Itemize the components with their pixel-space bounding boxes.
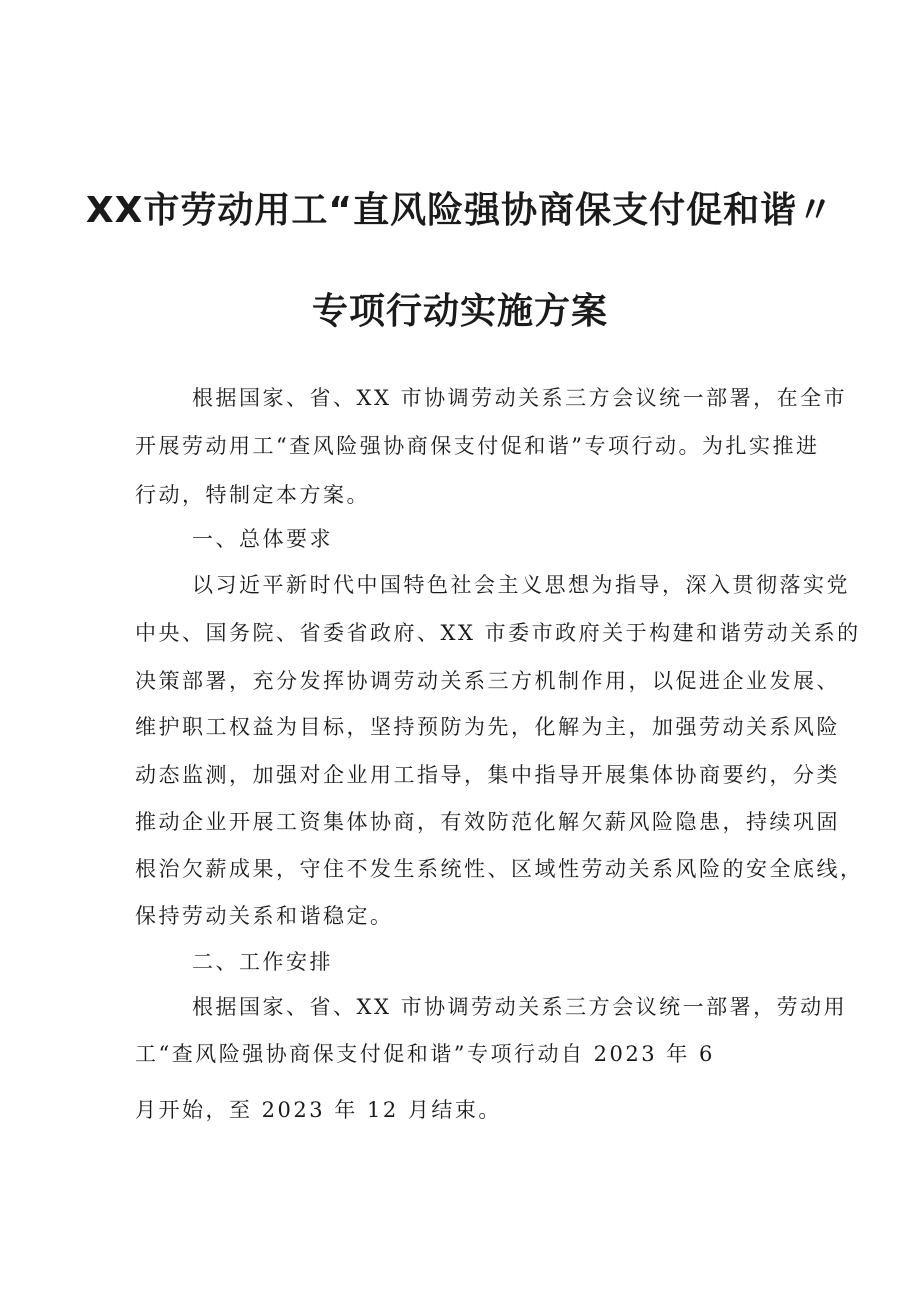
- paragraph-requirements-line-8: 保持劳动关系和谐稳定。: [135, 904, 394, 928]
- paragraph-intro-line-3: 行动，特制定本方案。: [135, 483, 370, 507]
- paragraph-schedule-line-3: 月开始，至 2023 年 12 月结束。: [135, 1098, 502, 1122]
- section-heading-2: 二、工作安排: [192, 950, 333, 974]
- paragraph-requirements-line-4: 维护职工权益为目标，坚持预防为先，化解为主，加强劳动关系风险: [135, 715, 840, 739]
- paragraph-schedule-line-2: 工“查风险强协商保支付促和谐”专项行动自 2023 年 6: [135, 1042, 715, 1066]
- paragraph-schedule-line-1: 根据国家、省、XX 市协调劳动关系三方会议统一部署，劳动用: [192, 995, 848, 1019]
- paragraph-requirements-line-5: 动态监测，加强对企业用工指导，集中指导开展集体协商要约，分类: [135, 763, 840, 787]
- paragraph-requirements-line-3: 决策部署，充分发挥协调劳动关系三方机制作用，以促进企业发展、: [135, 669, 840, 693]
- paragraph-requirements-line-6: 推动企业开展工资集体协商，有效防范化解欠薪风险隐患，持续巩固: [135, 810, 840, 834]
- document-title-line-1: XX市劳动用工“直风险强协商保支付促和谐〃: [85, 190, 835, 231]
- section-heading-1: 一、总体要求: [192, 527, 333, 551]
- paragraph-requirements-line-1: 以习近平新时代中国特色社会主义思想为指导，深入贯彻落实党: [192, 573, 850, 597]
- paragraph-intro-line-1: 根据国家、省、XX 市协调劳动关系三方会议统一部署，在全市: [192, 386, 848, 410]
- document-title-line-2: 专项行动实施方案: [311, 291, 608, 332]
- paragraph-requirements-line-7: 根治欠薪成果，守住不发生系统性、区域性劳动关系风险的安全底线，: [135, 857, 864, 881]
- paragraph-intro-line-2: 开展劳动用工“查风险强协商保支付促和谐”专项行动。为扎实推进: [135, 434, 820, 458]
- paragraph-requirements-line-2: 中央、国务院、省委省政府、XX 市委市政府关于构建和谐劳动关系的: [135, 621, 861, 645]
